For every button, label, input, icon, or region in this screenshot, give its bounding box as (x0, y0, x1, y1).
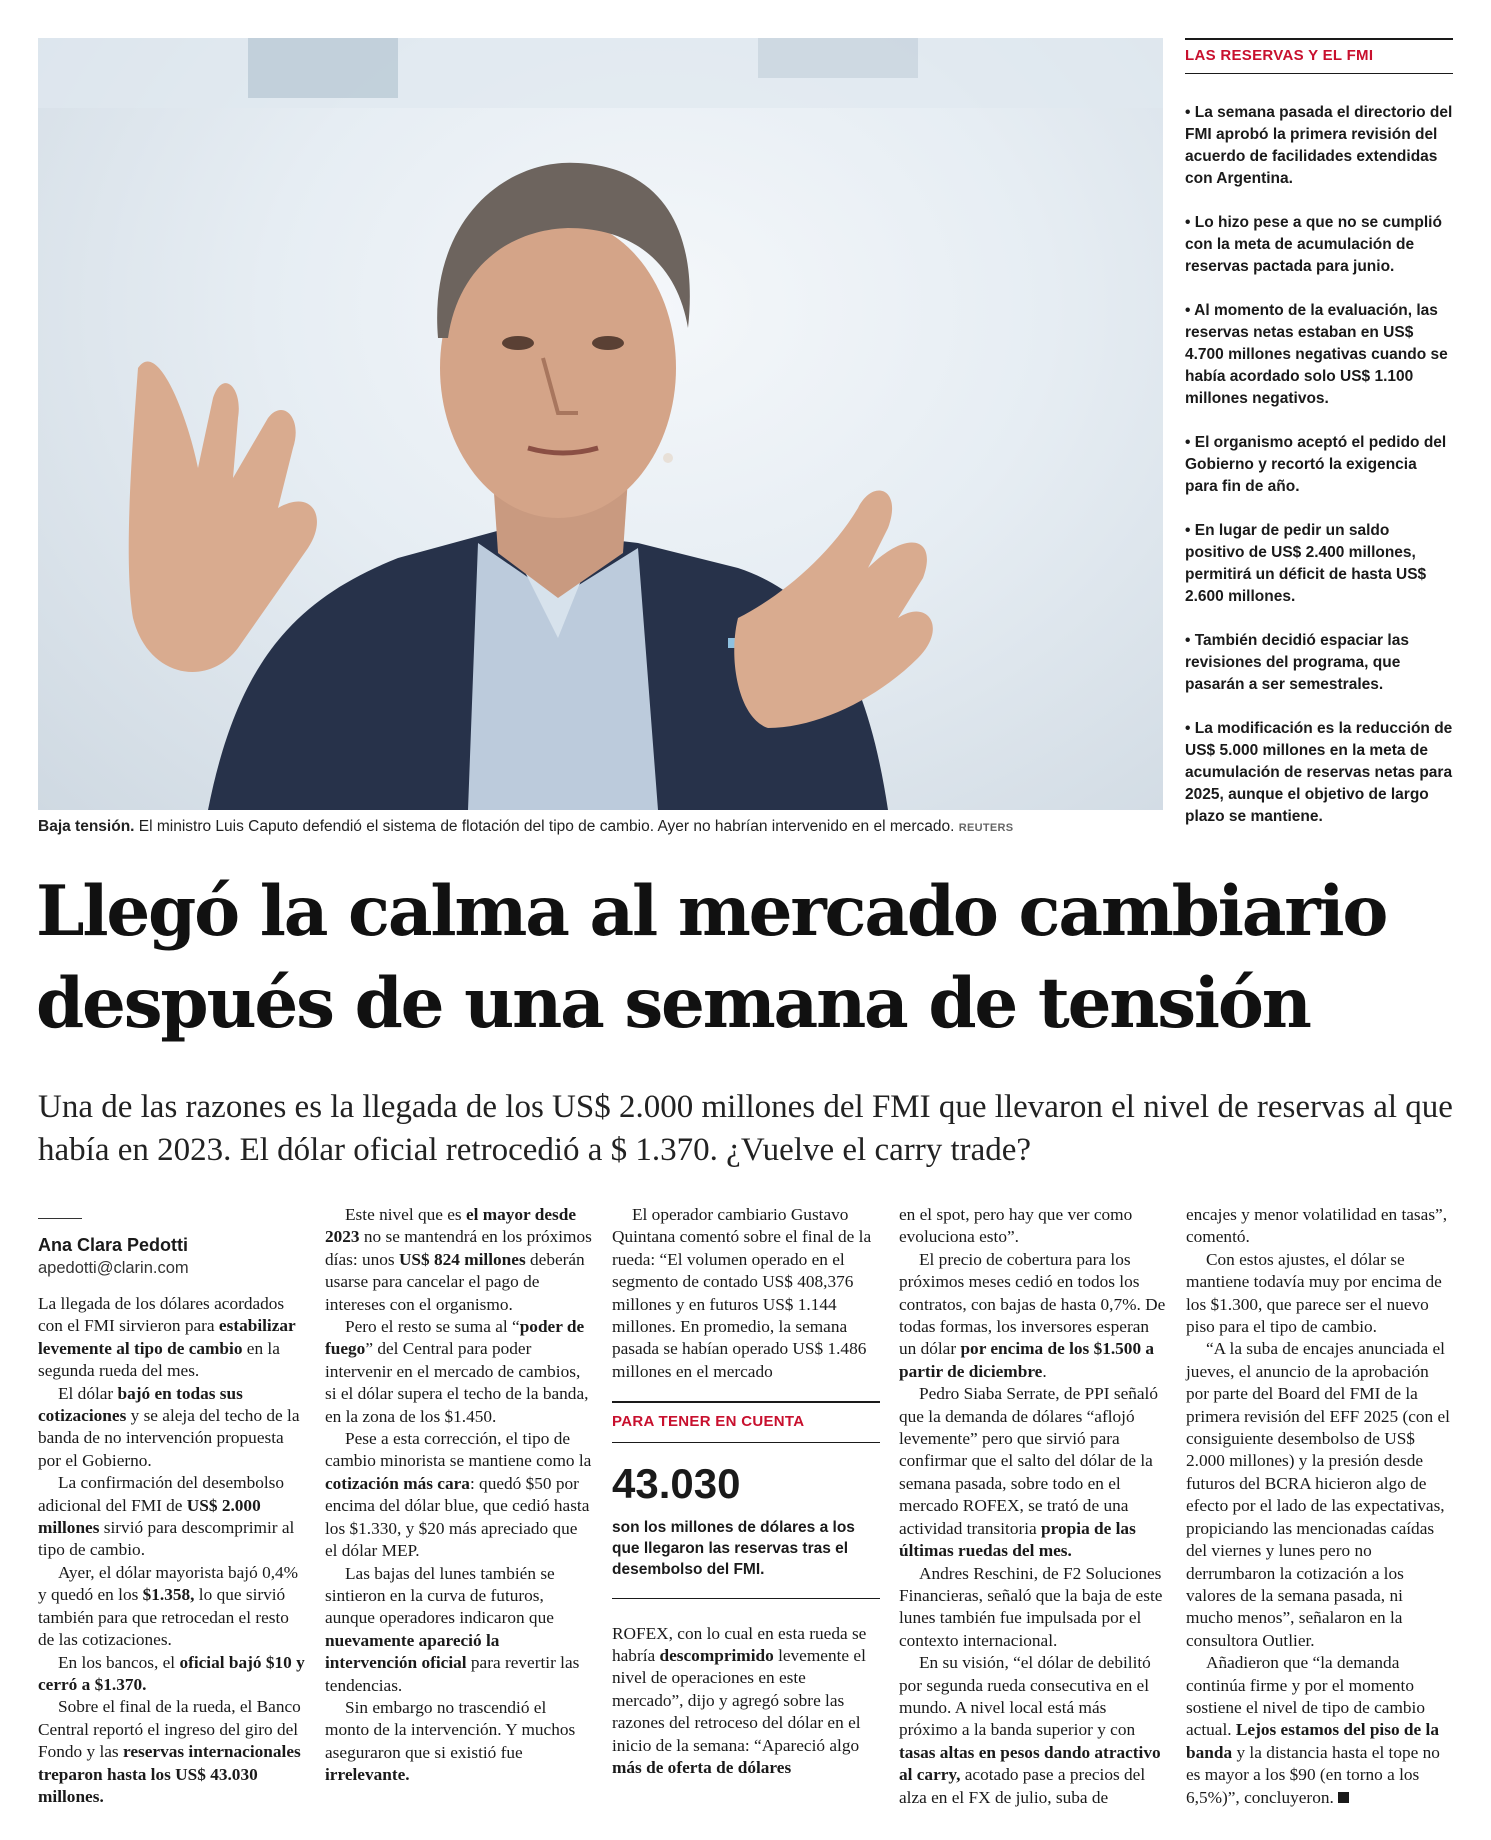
paragraph: Sobre el final de la rueda, el Banco Central reportó el ingreso del giro del Fondo y las reservas internacionales treparon hasta los US$ 43.030 millones. (38, 1697, 301, 1806)
paragraph: ROFEX, con lo cual en esta rueda se habría descomprimido levemente el nivel de operaciones en este mercado”, dijo y agregó sobre las razones del retroceso del dólar en el inicio de la semana: “Apareció algo más de oferta de dólares (612, 1623, 867, 1778)
headline: Llegó la calma al mercado cambiario después de una semana de tensión (36, 871, 1387, 1044)
paragraph: El precio de cobertura para los próximos meses cedió en todos los contratos, con bajas de hasta 0,7%. De todas formas, los inversores esperan un dólar por encima de los $1.500 a partir de diciembre. (899, 1249, 1166, 1381)
paragraph: en el spot, pero hay que ver como evoluciona esto”. (899, 1205, 1133, 1247)
sidebar-item: • Al momento de la evaluación, las reservas netas estaban en US$ 4.700 millones negativas cuando se había acordado solo US$ 1.100 millones negativos. (1185, 302, 1448, 407)
paragraph: Con estos ajustes, el dólar se mantiene todavía muy por encima de los $1.300, que parece ser el nuevo piso para el tipo de cambio. (1186, 1249, 1442, 1337)
author-name: Ana Clara Pedotti (38, 1235, 189, 1255)
caption-label: Baja tensión. (38, 818, 135, 835)
author-email[interactable]: apedotti@clarin.com (38, 1259, 189, 1277)
sidebar-item: • La semana pasada el directorio del FMI aprobó la primera revisión del acuerdo de facilidades extendidas con Argentina. (1185, 104, 1453, 187)
paragraph: Andres Reschini, de F2 Soluciones Financieras, señaló que la baja de este lunes también fue impulsada por el contexto internacional. (899, 1563, 1163, 1650)
photo-illustration (38, 38, 1163, 810)
sidebar-list (1185, 102, 1453, 828)
sidebar-divider (1185, 73, 1453, 74)
paragraph: Las bajas del lunes también se sintieron en la curva de futuros, aunque operadores indicaron que nuevamente apareció la intervención oficial para revertir las tendencias. (325, 1563, 580, 1695)
sidebar-reservas-fmi (1185, 38, 1453, 838)
paragraph: El operador cambiario Gustavo Quintana comentó sobre el final de la rueda: “El volumen operado en el segmento de contado US$ 408,376 millones y en futuros US$ 1.144 millones. En promedio, la semana pasada se habían operado US$ 1.486 millones en el mercado (612, 1205, 872, 1381)
end-mark (1338, 1792, 1349, 1803)
paragraph: Ayer, el dólar mayorista bajó 0,4% y quedó en los $1.358, lo que sirvió también para que retrocedan el resto de las cotizaciones. (38, 1562, 299, 1650)
column-5 (1186, 1204, 1454, 1809)
sidebar-item: • El organismo aceptó el pedido del Gobierno y recortó la exigencia para fin de año. (1185, 434, 1447, 495)
paragraph: Sin embargo no trascendió el monto de la intervención. Y muchos aseguraron que si existió fue irrelevante. (325, 1697, 576, 1785)
fact-box-text: son los millones de dólares a los que llegaron las reservas tras el desembolso del FMI. (612, 1517, 880, 1599)
fact-box-title: PARA TENER EN CUENTA (612, 1413, 805, 1431)
sidebar-item: • La modificación es la reducción de US$ 5.000 millones en la meta de acumulación de reservas netas para 2025, aunque el objetivo de largo plazo se mantiene. (1185, 720, 1453, 825)
paragraph: El dólar bajó en todas sus cotizaciones y se aleja del techo de la banda de no intervención propuesta por el Gobierno. (38, 1383, 300, 1470)
paragraph: “A la suba de encajes anunciada el jueves, el anuncio de la aprobación por parte del Board del FMI de la primera revisión del EFF 2025 (con el consiguiente desembolso de US$ 2.000 millones) y la presión desde futuros del BCRA hicieron algo de efecto por el lado de las expectativas, propiciando las mencionadas caídas del viernes y lunes pero no derrumbaron la cotización a los valores de la semana pasada, ni mucho menos”, señalaron en la consultora Outlier. (1186, 1339, 1450, 1650)
photo-caption (38, 818, 1163, 836)
paragraph: Pedro Siaba Serrate, de PPI señaló que la demanda de dólares “aflojó levemente” pero que sirvió para confirmar que el salto del dólar de la semana pasada, sobre todo en el mercado ROFEX, se trató de una actividad transitoria propia de las últimas ruedas del mes. (899, 1384, 1159, 1561)
paragraph: En los bancos, el oficial bajó $10 y cerró a $1.370. (38, 1652, 305, 1694)
sidebar-item: • En lugar de pedir un saldo positivo de US$ 2.400 millones, permitirá un déficit de hasta US$ 2.600 millones. (1185, 522, 1427, 605)
column-1 (38, 1200, 306, 1808)
paragraph: Pese a esta corrección, el tipo de cambio minorista se mantiene como la cotización más cara: quedó $50 por encima del dólar blue, que cedió hasta los $1.330, y $20 más apreciado que el dólar MEP. (325, 1429, 592, 1561)
photo-credit: REUTERS (958, 822, 1014, 834)
paragraph: En su visión, “el dólar de debilitó por segunda rueda consecutiva en el mundo. A nivel local está más próximo a la banda superior y con tasas altas en pesos dando atractivo al carry, acotado pase a precios del alza en el FX de julio, suba de (899, 1653, 1161, 1807)
sidebar-title: LAS RESERVAS Y EL FMI (1185, 47, 1374, 64)
photo-luis-caputo (38, 38, 1163, 810)
sidebar-item: • Lo hizo pese a que no se cumplió con la meta de acumulación de reservas pactada para junio. (1185, 214, 1442, 275)
fact-box (612, 1401, 880, 1598)
deck: Una de las razones es la llegada de los US$ 2.000 millones del FMI que llevaron el nivel de reservas al que había en 2023. El dólar oficial retrocedió a $ 1.370. ¿Vuelve el carry trade? (38, 1089, 1453, 1168)
paragraph: Añadieron que “la demanda continúa firme y por el momento sostiene el nivel de tipo de cambio actual. Lejos estamos del piso de la banda y la distancia hasta el tope no es mayor a los $90 (en torno a los 6,5%)”, concluyeron. (1186, 1653, 1440, 1807)
paragraph: encajes y menor volatilidad en tasas”, comentó. (1186, 1205, 1448, 1247)
column-2 (325, 1204, 593, 1787)
paragraph: Pero el resto se suma al “poder de fuego” del Central para poder intervenir en el mercado de cambios, si el dólar supera el techo de la banda, en la zona de los $1.450. (325, 1317, 589, 1426)
sidebar-item: • También decidió espaciar las revisiones del programa, que pasarán a ser semestrales. (1185, 632, 1409, 693)
paragraph: La llegada de los dólares acordados con el FMI sirvieron para estabilizar levemente al tipo de cambio en la segunda rueda del mes. (38, 1294, 296, 1381)
paragraph: La confirmación del desembolso adicional del FMI de US$ 2.000 millones sirvió para descomprimir al tipo de cambio. (38, 1473, 295, 1560)
fact-box-divider (612, 1442, 880, 1443)
paragraph: Este nivel que es el mayor desde 2023 no se mantendrá en los próximos días: unos US$ 824 millones deberán usarse para cancelar el pago de intereses con el organismo. (325, 1205, 592, 1314)
byline-rule (38, 1218, 82, 1219)
column-4 (899, 1204, 1167, 1809)
column-3 (612, 1204, 880, 1780)
caption-text: El ministro Luis Caputo defendió el sistema de flotación del tipo de cambio. Ayer no habrían intervenido en el mercado. (134, 818, 959, 835)
fact-box-number: 43.030 (612, 1459, 741, 1507)
